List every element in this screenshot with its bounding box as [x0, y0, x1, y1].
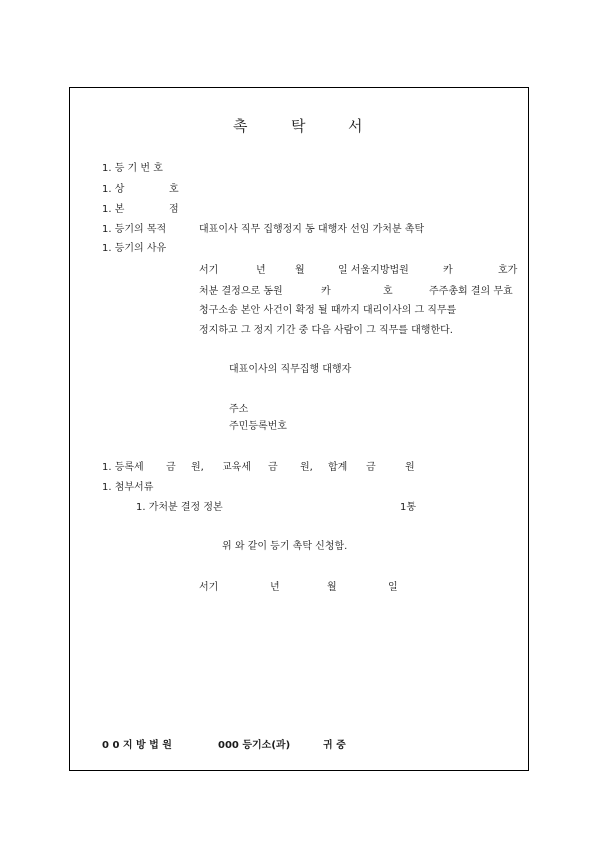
reason-line-1-f: 호가: [498, 265, 518, 276]
reason-line-1-a: 서기: [199, 265, 219, 276]
date-day: 일: [388, 582, 398, 593]
attachment-count: 1통: [400, 502, 417, 513]
reason-line-4: 정지하고 그 정지 기간 중 다음 사람이 그 직무를 대행한다.: [199, 325, 453, 336]
reason-line-1-b: 년: [256, 265, 266, 276]
tax-registration-amount-prefix: 금: [166, 462, 176, 473]
head-office-label-a: 1. 본: [102, 204, 125, 215]
trade-name-label-a: 1. 상: [102, 184, 125, 195]
title-char-2: 탁: [291, 117, 306, 135]
document-border: [69, 87, 529, 771]
tax-total-unit: 원: [405, 462, 415, 473]
date-month: 월: [327, 582, 337, 593]
reason-line-1-d: 일 서울지방법원: [338, 265, 409, 276]
tax-education-amount-prefix: 금: [268, 462, 278, 473]
agent-address-label: 주소: [229, 404, 249, 415]
reason-label: 1. 등기의 사유: [102, 243, 167, 254]
agent-resident-number-label: 주민등록번호: [229, 421, 287, 432]
reason-line-2-c: 호: [383, 286, 393, 297]
reason-line-1-c: 월: [295, 265, 305, 276]
footer-registry: 000 등기소(과): [218, 740, 291, 751]
trade-name-label-b: 호: [169, 184, 179, 195]
reason-line-1-e: 카: [443, 265, 453, 276]
head-office-label-b: 점: [169, 204, 179, 215]
attachments-label: 1. 첨부서류: [102, 482, 154, 493]
footer-court: 0 0 지 방 법 원: [102, 740, 172, 751]
date-era: 서기: [199, 582, 219, 593]
tax-registration-unit: 원,: [191, 462, 204, 473]
reason-line-2-b: 카: [321, 286, 331, 297]
tax-education-unit: 원,: [300, 462, 313, 473]
footer-honorific: 귀 중: [323, 740, 346, 751]
tax-total-amount-prefix: 금: [366, 462, 376, 473]
purpose-label: 1. 등기의 목적: [102, 224, 167, 235]
title-char-3: 서: [348, 117, 363, 135]
reason-line-2-a: 처분 결정으로 동원: [199, 286, 283, 297]
registration-number-label: 1. 등 기 번 호: [102, 163, 163, 174]
purpose-value: 대표이사 직무 집행정지 동 대행자 선임 가처분 촉탁: [199, 224, 425, 235]
tax-registration-label: 1. 등록세: [102, 462, 144, 473]
agent-heading: 대표이사의 직무집행 대행자: [229, 364, 352, 375]
title-char-1: 촉: [233, 117, 248, 135]
reason-line-2-d: 주주총회 결의 무효: [429, 286, 513, 297]
date-year: 년: [270, 582, 280, 593]
request-statement: 위 와 같이 등기 촉탁 신청함.: [222, 541, 348, 552]
tax-total-label: 합계: [328, 462, 348, 473]
attachment-item: 1. 가처분 결정 정본: [136, 502, 223, 513]
tax-education-label: 교육세: [222, 462, 251, 473]
reason-line-3: 청구소송 본안 사건이 확정 될 때까지 대리이사의 그 직무를: [199, 305, 457, 316]
